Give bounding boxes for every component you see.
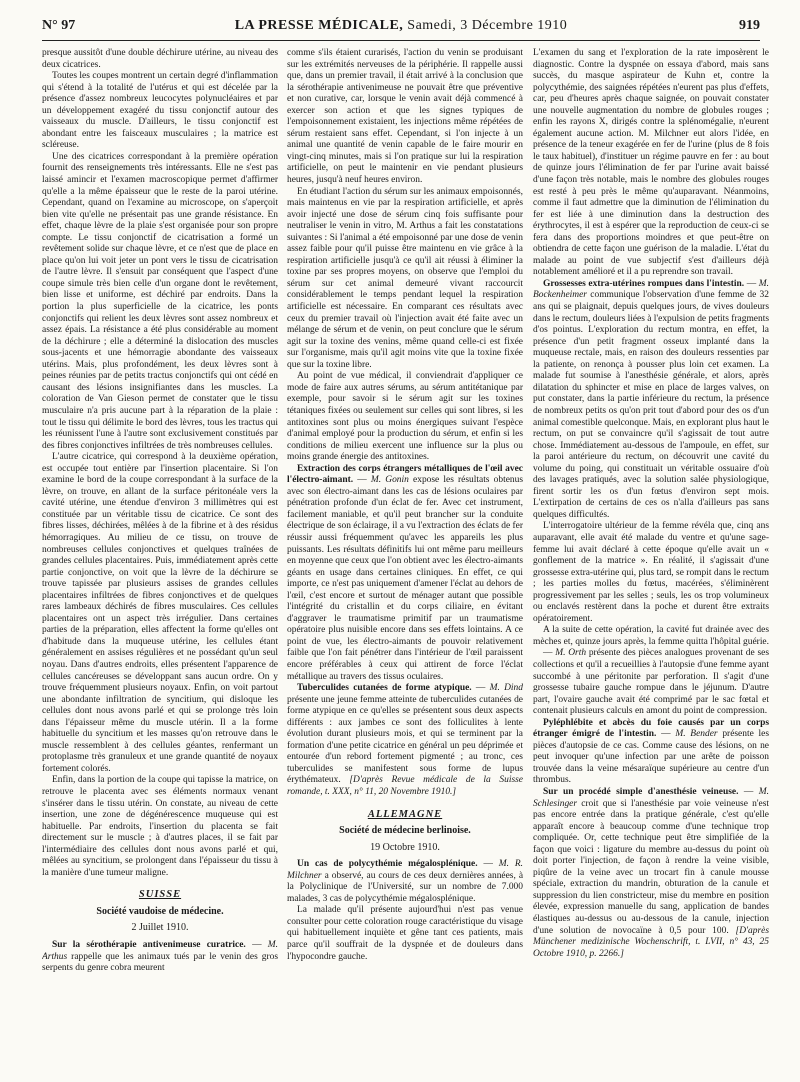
section-heading-suisse: SUISSE [138,889,182,901]
journal-name: LA PRESSE MÉDICALE, [234,18,404,33]
paragraph: présente des pièces analogues provenant de ses collections et qu'il a recueillies à l'autopsie d'une femme ayant succombé à une péritonite par perforation. Il s'agit d'une grossesse tubaire gauche rompue dans le jéjunum. D'autre part, l'ovaire gauche avait été comprimé par le sac fœtal et contenait plusieurs calculs en amont du point de compression. [533,648,769,717]
page-header [42,18,760,41]
paragraph: présente les pièces d'autopsie de ce cas. Comme cause des lésions, on ne peut invoquer qu'une infection par une arête de poisson trouvée dans la veine mésaraïque supérieure au centre d'un thrombus. [533,729,769,786]
author: M. Gonin [370,475,409,486]
author: M. Bender [675,729,718,740]
article-title: Un cas de polycythémie mégalosplénique. [297,859,478,870]
column-2 [287,48,523,1070]
paragraph: communique l'observation d'une femme de 32 ans qui se plaignait, depuis quelques jours, de vives douleurs dans le rectum, douleurs liées à l'expulsion de petits fragments d'os pointus. L'exploration du rectum montra, en effet, la présence d'un petit fragment osseux implanté dans la muqueuse rectale, mais, en raison des douleurs ressenties par la patiente, on renonça à pousser plus loin cet examen. La malade fut soumise à l'anesthésie générale, et alors, après dilatation du sphincter et mise en place de larges valves, on put constater, dans la partie inférieure du rectum, la présence de nombreux petits os qu'on prit tout d'abord pour des os d'un animal comestible quelconque. Mais, en explorant plus haut le rectum, on put se convaincre qu'il s'agissait de tout autre chose. Immédiatement au-dessous de l'ampoule, en effet, sur la paroi antérieure du rectum, on découvrit une cavité du volume du poing, qui constituait un véritable ossuaire d'où des lavages pratiqués, avec la solution salée physiologique, firent sortir les os d'un fœtus d'environ sept mois. L'extirpation de certains de ces os n'alla d'ailleurs pas sans quelques difficultés. [533,290,769,520]
paragraph: L'interrogatoire ultérieur de la femme révéla que, cinq ans auparavant, elle avait été malade du ventre et qu'une sage-femme lui avait déclaré à cette époque qu'elle avait un « gonflement de la matrice ». En réalité, il s'agissait d'une grossesse extra-utérine qui, plus tard, se rompit dans le rectum ; les parties molles du fœtus, macérées, s'éliminèrent progressivement par les selles ; seuls, les os trop volumineux ou enclavés restèrent dans la poche et durent être extraits opératoirement. [533,521,769,624]
column-3 [533,48,769,1070]
paragraph: Une des cicatrices correspondant à la première opération fournit des renseignements très intéressants. Elle ne s'est pas laissé amincir et l'examen macroscopique permet d'affirmer qu'elle a la même épaisseur que le reste de la paroi utérine. Cependant, quand on l'examine au microscope, on s'aperçoit bien vite qu'elle ne présentait pas une grande résistance. En effet, chaque lèvre de la plaie s'est organisée pour son propre compte. Le tissu conjonctif de cicatrisation a formé un revêtement solide sur chaque lèvre, et ce n'est que de place en place qu'on lui voit jeter un pont vers le tissu de cicatrisation de l'autre lèvre. Il s'ensuit par conséquent que l'aspect d'une coupe simule très bien celle d'un organe dont le revêtement, bien lisse et uniforme, est déchiré par endroits. Dans la portion la plus superficielle de la cicatrice, les ponts conjonctifs qui relient les deux lèvres sont assez nombreux et assez épais. La résistance a été plus considérable au moment de la déchirure ; elle a déterminé la dislocation des muscles sous-jacents et une hémorragie abondante des vaisseaux utérins. Mais, plus profondément, les deux lèvres sont à peines réunies par de petits tractus conjonctifs qui ont cédé en causant des lésions insignifiantes dans les muscles. La coloration de Van Gieson permet de constater que le tissu musculaire n'a pris aucune part à la réparation de la plaie : tout le tissu qui délimite le bord des lèvres, tous les tractus qui les réunissent l'une à l'autre sont exclusivement constitués par des fibres conjonctives infiltrées de très nombreuses cellules. [42,151,278,451]
article-title: Sur un procédé simple d'anesthésie veineuse. [543,787,739,797]
author: M. Bockenheimer [533,278,769,301]
reference: [D'après Revue médicale de la Suisse romande, t. XXX, n° 11, 20 Novembre 1910.] [287,775,523,797]
article-title: Pyléphlébite et abcès du foie causés par un corps étranger émigré de l'intestin. [533,717,769,740]
author: M. Schlesinger [533,787,769,809]
reference: [D'après Münchener medizinische Wochenschrift, t. LVII, n° 43, 25 Octobre 1910, p. 2266.] [533,925,769,959]
article-title: Extraction des corps étrangers métalliques de l'œil avec l'électro-aimant. [287,463,523,486]
paragraph: Au point de vue médical, il conviendrait d'appliquer ce mode de faire aux autres sérums, au sérum antitétanique par exemple, pour savoir si le sérum agit sur les toxines tétaniques fixées ou seulement sur celles qui sont libres, si les antitoxines sont plus ou moins énergiques suivant l'espèce d'animal employé pour la production du sérum, et enfin si les conditions de milieu exercent une influence sur la plus ou moins grande énergie des antitoxines. [287,371,523,463]
article-tuberculides: Tuberculides cutanées de forme atypique. — M. Dind présente une jeune femme atteinte de tuberculides cutanées de forme atypique en ce qu'elles se présentent sous deux aspects différents : aux jambes ce sont des folliculites à lente évolution durant plusieurs mois, et qui se terminent par la formation d'une petite cicatrice en général un peu déprimée et entourée d'un rebord fortement pigmenté ; au tronc, ces tuberculides se manifestent sous forme de lupus érythémateux. [D'après Revue médicale de la Suisse romande, t. XXX, n° 11, 20 Novembre 1910.] [287,683,523,797]
paragraph: La malade qu'il présente aujourd'hui n'est pas venue consulter pour cette coloration rouge caractéristique du visage qui habituellement inquiète et gêne tant ces patients, mais parce qu'il souffrait de la dyspnée et de douleurs dans l'hypocondre gauche. [287,905,523,962]
page-number: 919 [739,18,760,33]
article-orth: — M. Orth présente des pièces analogues provenant de ses collections et qu'il a recueillies à l'autopsie d'une femme ayant succombé à une péritonite par perforation. Il s'agit d'une grossesse tubaire gauche rompue dans le jéjunum. D'autre part, l'ovaire gauche avait été comprimé par le sac fœtal et contenait plusieurs calculs en amont du point de compression. [533,648,769,717]
paragraph: croit que si l'anesthésie par voie veineuse n'est pas encore entrée dans la pratique générale, c'est qu'elle apparaît encore à beaucoup comme d'une technique trop compliquée. Or, cette technique peut être simplifiée de la façon que voici : ligature du membre au-dessus du point où doit porter l'injection, de façon à rendre la veine visible, piqûre de la veine avec un trocart fin à canule mousse spéciale, extraction du mandrin, obturation de la canule et suppression du lien constricteur, mise du membre en position élevée, expression manuelle du sang, application de bandes élastiques au-dessus ou au-dessous de la canule, injection d'une solution de novocaïne à 0,5 pour 100. [533,798,769,936]
article-sero: Sur la sérothérapie antivenimeuse curatrice. — M. Arthus rappelle que les animaux tués par le venin des gros serpents du genre cobra meurent [42,940,278,974]
paragraph: En étudiant l'action du sérum sur les animaux empoisonnés, mais maintenus en vie par la respiration artificielle, et après avoir injecté une dose de sérum cinq fois suffisante pour neutraliser le venin in vitro, M. Arthus a fait les constatations suivantes : Si l'animal a été empoisonné par une dose de venin assez faible pour qu'il puisse être maintenu en vie grâce à la respiration artificielle jusqu'à ce qu'il ait réussi à éliminer la toxine par ses propres moyens, on observe que l'emploi du sérum sur cet animal demeuré vivant raccourcit considérablement le temps pendant lequel la respiration artificielle est nécessaire. En comparant ces résultats avec ceux du premier travail où l'injection avait été faite avec un mélange de sérum et de venin, on peut conclure que le sérum agit sur la toxine des venins, même quand celle-ci est fixée sur l'organisme, mais qu'il agit moins vite que la toxine fixée que sur la toxine libre. [287,186,523,370]
author: M. Dind [489,683,523,694]
section-heading-allemagne: ALLEMAGNE [367,808,443,820]
article-title: Sur la sérothérapie antivenimeuse curatrice. [52,940,246,951]
article-title: Tuberculides cutanées de forme atypique. [297,683,472,694]
paragraph: comme s'ils étaient curarisés, l'action du venin se produisant sur les extrémités nerveuses de la périphérie. Il rappelle aussi que, dans un premier travail, il était arrivé à la conclusion que la sérothérapie antivenimeuse ne pouvait être que préventive et non curative, car, lorsque le venin avait déjà commencé à exercer son action et que les signes typiques de l'empoisonnement existaient, les injections même répétées de sérum restaient sans effet. Cependant, si l'on injecte à un animal une quantité de venin capable de le faire mourir en vingt-cinq minutes, mais si l'on pratique sur lui la respiration artificielle, on peut le maintenir en vie pendant plusieurs heures, jusqu'à neuf heures environ. [287,48,523,186]
paragraph: Toutes les coupes montrent un certain degré d'inflammation qui s'étend à la totalité de l'utérus et qui est décelée par la présence d'assez nombreux leucocytes polynucléaires et par un développement exagéré du tissu conjonctif autour des vaisseaux du muscle. D'ailleurs, le tissu conjonctif est abondant entre les faisceaux musculaires ; la matrice est scléreuse. [42,71,278,151]
column-1 [42,48,278,1070]
issue-date: Samedi, 3 Décembre 1910 [407,18,568,33]
paragraph: presque aussitôt d'une double déchirure utérine, au niveau des deux cicatrices. [42,48,278,70]
article-title: Grossesses extra-utérines rompues dans l'intestin. [543,278,745,289]
paragraph: a observé, au cours de ces deux dernières années, à la Polyclinique de l'Université, sur un nombre de 7.000 malades, 3 cas de polycythémie mégalosplénique. [287,870,523,904]
society-heading: Société de médecine berlinoise. [339,825,471,837]
paragraph: présente une jeune femme atteinte de tuberculides cutanées de forme atypique en ce qu'elles se présentent sous deux aspects différents : aux jambes ce sont des folliculites à lente évolution durant plusieurs mois, et qui se terminent par la formation d'une petite cicatrice en général un peu déprimée et entourée d'un rebord fortement pigmenté ; au tronc, ces tuberculides se manifestent sous forme de lupus érythémateux. [287,694,523,786]
author: M. R. Milchner [287,859,523,881]
paragraph: expose les résultats obtenus avec son électro-aimant dans les cas de lésions oculaires par pénétration profonde d'un éclat de fer. Avec cet instrument, facilement maniable, et qu'il peut brancher sur la conduite électrique de son éclairage, il a vu l'extraction des éclats de fer réussir aussi fréquemment qu'avec les appareils les plus puissants. Les résultats définitifs lui ont même paru meilleurs en moyenne que ceux que l'on obtient avec les électro-aimants géants en usage dans certaines cliniques. En effet, ce qui importe, ce n'est pas uniquement d'amener l'éclat au dehors de l'œil, c'est encore et surtout de ménager autant que possible l'intégrité du cristallin et du corps ciliaire, en évitant d'aggraver le traumatisme primitif par un traumatisme opératoire plus nuisible encore dans ses effets lointains. A ce point de vue, les électro-aimants de pouvoir relativement faible que l'on fait pénétrer dans l'intérieur de l'œil paraissent encore préférables à ceux qui attirent de force l'éclat métallique au travers des tissus oculaires. [287,475,523,682]
session-date: 2 Juillet 1910. [131,922,189,934]
session-date: 19 Octobre 1910. [370,841,440,853]
paragraph: rappelle que les animaux tués par le venin des gros serpents du genre cobra meurent [42,951,278,974]
article-anesthesie: Sur un procédé simple d'anesthésie veineuse. — M. Schlesinger croit que si l'anesthésie par voie veineuse n'est pas encore entrée dans la pratique générale, c'est qu'elle apparaît encore à beaucoup comme d'une technique trop compliquée. Or, cette technique peut être simplifiée de la façon que voici : ligature du membre au-dessus du point où doit porter l'injection, de façon à rendre la veine visible, piqûre de la veine avec un trocart fin à canule mousse spéciale, extraction du mandrin, obturation de la canule et suppression du lien constricteur, mise du membre en position élevée, expression manuelle du sang, application de bandes élastiques au-dessus ou au-dessous de la canule, injection d'une solution de novocaïne à 0,5 pour 100. [D'après Münchener medizinische Wochenschrift, t. LVII, n° 43, 25 Octobre 1910, p. 2266.] [533,787,769,959]
author: M. Orth [555,648,587,659]
article-extraction: Extraction des corps étrangers métalliques de l'œil avec l'électro-aimant. — M. Gonin expose les résultats obtenus avec son électro-aimant dans les cas de lésions oculaires par pénétration profonde d'un éclat de fer. Avec cet instrument, facilement maniable, et qu'il peut brancher sur la conduite électrique de son éclairage, il a vu l'extraction des éclats de fer réussir aussi fréquemment qu'avec les appareils les plus puissants. Les résultats définitifs lui ont même paru meilleurs en moyenne que ceux que l'on obtient avec les électro-aimants géants en usage dans certaines cliniques. En effet, ce qui importe, ce n'est pas uniquement d'amener l'éclat au dehors de l'œil, c'est encore et surtout de ménager autant que possible l'intégrité du cristallin et du corps ciliaire, en évitant d'aggraver le traumatisme primitif par un traumatisme opératoire plus nuisible encore dans ses effets lointains. A ce point de vue, les électro-aimants de pouvoir relativement faible que l'on fait pénétrer dans l'intérieur de l'œil paraissent encore préférables à ceux qui attirent de force l'éclat métallique au travers des tissus oculaires. [287,463,523,682]
article-grossesses: Grossesses extra-utérines rompues dans l'intestin. — M. Bockenheimer communique l'observation d'une femme de 32 ans qui se plaignait, depuis quelques jours, de vives douleurs dans le rectum, douleurs liées à l'expulsion de petits fragments d'os pointus. L'exploration du rectum montra, en effet, la présence d'un petit fragment osseux implanté dans la muqueuse rectale, mais, en raison des douleurs ressenties par la patiente, on renonça à pousser plus loin cet examen. La malade fut soumise à l'anesthésie générale, et alors, après dilatation du sphincter et mise en place de larges valves, on put constater, dans la partie inférieure du rectum, la présence de nombreux petits os qu'on prit tout d'abord pour des os d'un animal comestible quelconque. Mais, en explorant plus haut le rectum, on put se convaincre qu'il s'agissait de tout autre chose. Immédiatement au-dessous de l'ampoule, en effet, sur la paroi antérieure du rectum, on découvrit une cavité du volume du poing, qui constituait un véritable ossuaire d'où des lavages pratiqués, avec la solution salée physiologique, firent sortir les os d'un fœtus d'environ sept mois. L'extirpation de certains de ces os n'alla d'ailleurs pas sans quelques difficultés. [533,278,769,520]
paragraph: Enfin, dans la portion de la coupe qui tapisse la matrice, on retrouve le placenta avec ses éléments normaux venant s'insérer dans le tissu utérin. On constate, au niveau de cette insertion, une zone de dégénérescence muqueuse qui est habituelle. Par endroits, l'insertion du placenta se fait directement sur le muscle ; à d'autres places, il se fait par l'intermédiaire des cellules dont nous avons parlé et qui, mêlées au syncitium, se prolongent dans l'épaisseur du tissu à la manière d'une tumeur maligne. [42,775,278,878]
society-heading: Société vaudoise de médecine. [96,905,224,917]
article-pylephlebite: Pyléphlébite et abcès du foie causés par un corps étranger émigré de l'intestin. — M. Bender présente les pièces d'autopsie de ce cas. Comme cause des lésions, on ne peut invoquer qu'une infection par une arête de poisson trouvée dans la veine mésaraïque supérieure au centre d'un thrombus. [533,717,769,786]
paragraph: L'autre cicatrice, qui correspond à la deuxième opération, est occupée tout entière par l'insertion placentaire. Si l'on examine le bord de la coupe correspondant à la surface de la lèvre, on trouve, en allant de la surface péritonéale vers la cavité utérine, une étendue d'environ 3 millimètres qui est constituée par un véritable tissu de cicatrice. Ce sont des fibres lisses, déchirées, mêlées à de la fibrine et à des résidus hémorragiques. Au milieu de ce tissu, on trouve de nombreuses cellules conjonctives et quelques traînées de grandes cellules placentaires. Puis, immédiatement après cette partie conjonctive, on voit que la lèvre de la déchirure se trouve tapissée par plusieurs assises de grandes cellules placentaires infiltrées de fibres conjonctives et de quelques rares lambeaux déchirés de fibres musculaires. Ces cellules placentaires ont un aspect très irrégulier. Dans certaines parties de la préparation, elles affectent la forme qu'elles ont d'habitude dans la muqueuse utérine, les cellules étant généralement en assises régulières et ne possédant qu'un seul noyau. Dans d'autres endroits, elles présentent l'apparence de cellules cancéreuses se développant sans aucun ordre. On y trouve fréquemment plusieurs noyaux. Enfin, on voit partout une abondante infiltration de syncitium, qui disloque les cellules dont nous avons parlé et qui se prolonge très loin dans l'épaisseur même du muscle utérin. Il a la forme habituelle du syncitium et les masses qu'on retrouve dans le muscle ressemblent à des cellules géantes, renfermant un protoplasme très granuleux et une grande quantité de noyaux fortement colorés. [42,452,278,774]
paragraph: A la suite de cette opération, la cavité fut drainée avec des mèches et, quinze jours après, la femme quitta l'hôpital guérie. [533,625,769,647]
journal-title [42,18,760,34]
author: M. Arthus [42,940,278,962]
paragraph: L'examen du sang et l'exploration de la rate imposèrent le diagnostic. Contre la dyspnée on essaya d'abord, mais sans succès, du masque aspirateur de Kuhn et, contre la polycythémie, des saignées répétées n'eurent pas plus d'effets, car, peu d'heures après chaque saignée, on pouvait constater une nouvelle augmentation du nombre de globules rouges ; enfin les rayons X, dirigés contre la splénomégalie, n'eurent également aucune action. M. Milchner eut alors l'idée, en présence de la teneur exagérée en fer de l'urine (plus de 8 fois le taux habituel), d'instituer un régime pauvre en fer : au bout de quinze jours l'élimination de fer par l'urine avait baissé d'une façon très notable, mais le nombre des globules rouges est resté à peu près le même qu'auparavant. Néanmoins, comme il faut admettre que la diminution de l'élimination du fer est liée à une diminution dans la destruction des érythrocytes, il est à espérer que la reproduction de ceux-ci se fera dans des proportions moindres et que peut-être on obtiendra de cette façon une guérison de la maladie. L'état du malade au point de vue subjectif s'est d'ailleurs déjà notablement amélioré et il a pu reprendre son travail. [533,48,769,278]
issue-number: N° 97 [42,18,76,33]
article-polycythemie: Un cas de polycythémie mégalosplénique. — M. R. Milchner a observé, au cours de ces deux dernières années, à la Polyclinique de l'Université, sur un nombre de 7.000 malades, 3 cas de polycythémie mégalosplénique. [287,859,523,904]
